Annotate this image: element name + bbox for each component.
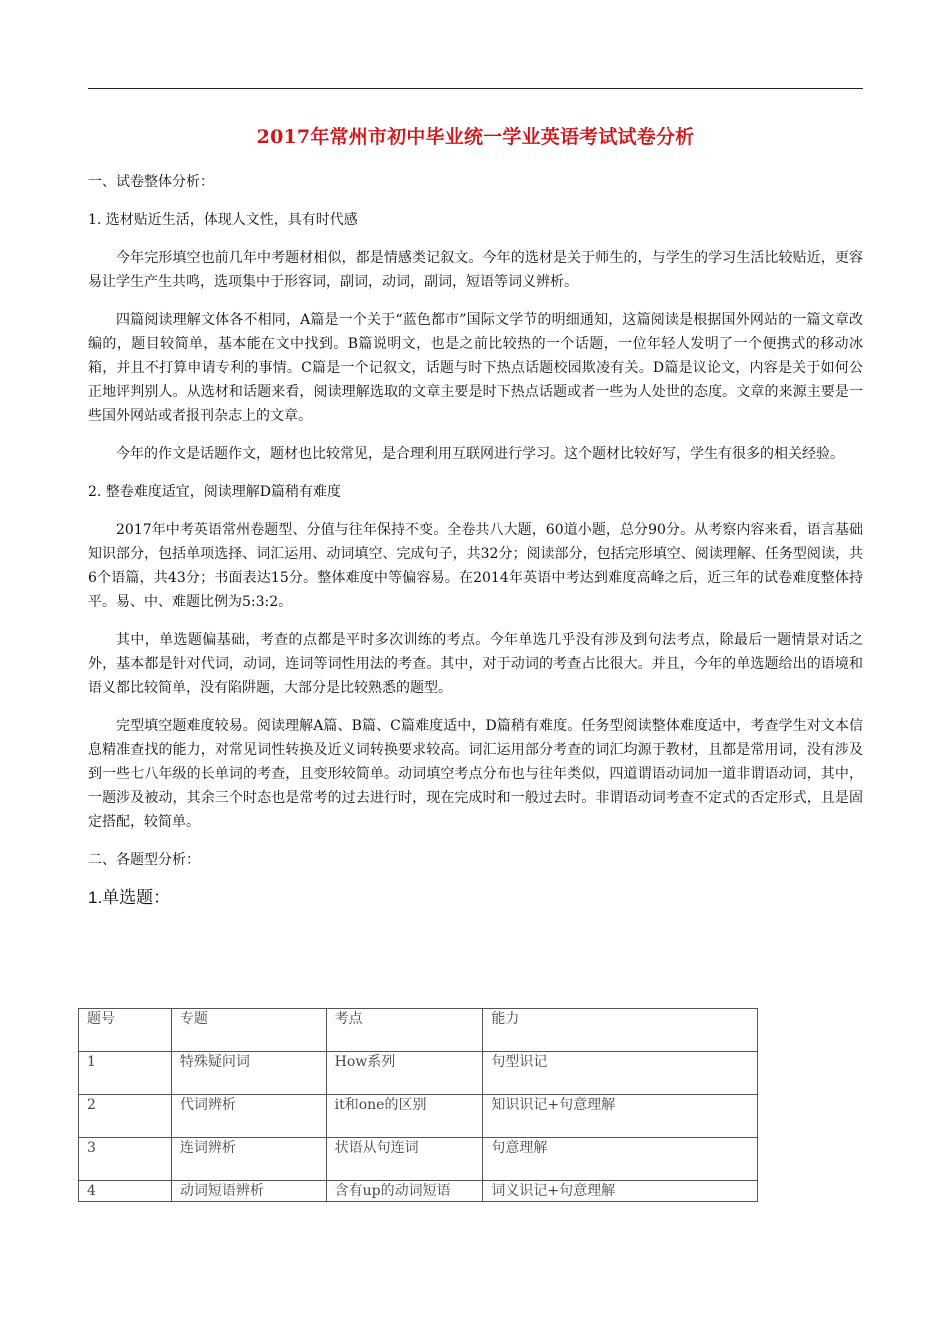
header-rule xyxy=(88,88,863,89)
table-header-cell: 能力 xyxy=(483,1009,758,1052)
document-body xyxy=(88,170,863,920)
table-row xyxy=(79,1095,758,1138)
table-row xyxy=(79,1138,758,1181)
table-cell: 3 xyxy=(79,1138,172,1181)
table-cell: 1 xyxy=(79,1052,172,1095)
table-cell: 词义识记+句意理解 xyxy=(483,1181,758,1202)
table-cell: it和one的区别 xyxy=(326,1095,483,1138)
paragraph: 今年的作文是话题作文，题材也比较常见，是合理利用互联网进行学习。这个题材比较好写，学生有很多的相关经验。 xyxy=(116,446,844,462)
single-choice-table xyxy=(78,1008,758,1202)
paragraph: 四篇阅读理解文体各不相同，A篇是一个关于“蓝色都市”国际文学节的明细通知，这篇阅读是根据国外网站的一篇文章改编的，题目较简单，基本能在文中找到。B篇说明文，也是之前比较热的一个话题，一位年轻人发明了一个便携式的移动冰箱，并且不打算申请专利的事情。C篇是一个记叙文，话题与时下热点话题校园欺凌有关。D篇是议论文，内容是关于如何公正地评判别人。从选材和话题来看，阅读理解选取的文章主要是时下热点话题或者一些为人处世的态度。文章的来源主要是一些国外网站或者报刊杂志上的文章。 xyxy=(88,312,863,424)
table-header-cell: 专题 xyxy=(171,1009,326,1052)
table-cell: 句意理解 xyxy=(483,1138,758,1181)
table-row xyxy=(79,1181,758,1202)
table-cell: 知识识记+句意理解 xyxy=(483,1095,758,1138)
table-header-row xyxy=(79,1009,758,1052)
section2-heading: 二、各题型分析： xyxy=(88,852,200,868)
table-row xyxy=(79,1052,758,1095)
table-cell: 连词辨析 xyxy=(171,1138,326,1181)
table-cell: 2 xyxy=(79,1095,172,1138)
table-cell: 代词辨析 xyxy=(171,1095,326,1138)
table-cell: How系列 xyxy=(326,1052,483,1095)
paragraph: 其中，单选题偏基础，考查的点都是平时多次训练的考点。今年单选几乎没有涉及到句法考点，除最后一题情景对话之外，基本都是针对代词，动词，连词等词性用法的考查。其中，对于动词的考查占比很大。并且，今年的单选题给出的语境和语义都比较简单，没有陷阱题，大部分是比较熟悉的题型。 xyxy=(88,632,863,696)
table-cell: 句型识记 xyxy=(483,1052,758,1095)
table-cell: 动词短语辨析 xyxy=(171,1181,326,1202)
table-cell: 特殊疑问词 xyxy=(171,1052,326,1095)
table-cell: 4 xyxy=(79,1181,172,1202)
paragraph: 2017年中考英语常州卷题型、分值与往年保持不变。全卷共八大题，60道小题，总分90分。从考察内容来看，语言基础知识部分，包括单项选择、词汇运用、动词填空、完成句子，共32分；阅读部分，包括完形填空、阅读理解、任务型阅读，共6个语篇，共43分；书面表达15分。整体难度中等偏容易。在2014年英语中考达到难度高峰之后，近三年的试卷难度整体持平。易、中、难题比例为5:3:2。 xyxy=(88,522,863,610)
table-cell: 状语从句连词 xyxy=(326,1138,483,1181)
table-header-cell: 题号 xyxy=(79,1009,172,1052)
point2-heading: 2. 整卷难度适宜，阅读理解D篇稍有难度 xyxy=(88,484,342,500)
paragraph: 完型填空题难度较易。阅读理解A篇、B篇、C篇难度适中，D篇稍有难度。任务型阅读整体难度适中，考查学生对文本信息精准查找的能力，对常见词性转换及近义词转换要求较高。词汇运用部分考查的词汇均源于教材，且都是常用词，没有涉及到一些七八年级的长单词的考查，且变形较简单。动词填空考点分布也与往年类似，四道谓语动词加一道非谓语动词，其中，一题涉及被动，其余三个时态也是常考的过去进行时，现在完成时和一般过去时。非谓语动词考查不定式的否定形式，且是固定搭配，较简单。 xyxy=(88,718,863,830)
table-cell: 含有up的动词短语 xyxy=(326,1181,483,1202)
point1-heading: 1. 选材贴近生活，体现人文性，具有时代感 xyxy=(88,212,358,228)
document-title: 2017年常州市初中毕业统一学业英语考试试卷分析 xyxy=(256,126,695,148)
section1-heading: 一、试卷整体分析： xyxy=(88,174,214,190)
paragraph: 今年完形填空也前几年中考题材相似，都是情感类记叙文。今年的选材是关于师生的，与学生的学习生活比较贴近，更容易让学生产生共鸣，选项集中于形容词，副词，动词，副词，短语等词义辨析。 xyxy=(88,250,863,290)
single-choice-heading: 1.单选题： xyxy=(88,888,171,907)
table-header-cell: 考点 xyxy=(326,1009,483,1052)
